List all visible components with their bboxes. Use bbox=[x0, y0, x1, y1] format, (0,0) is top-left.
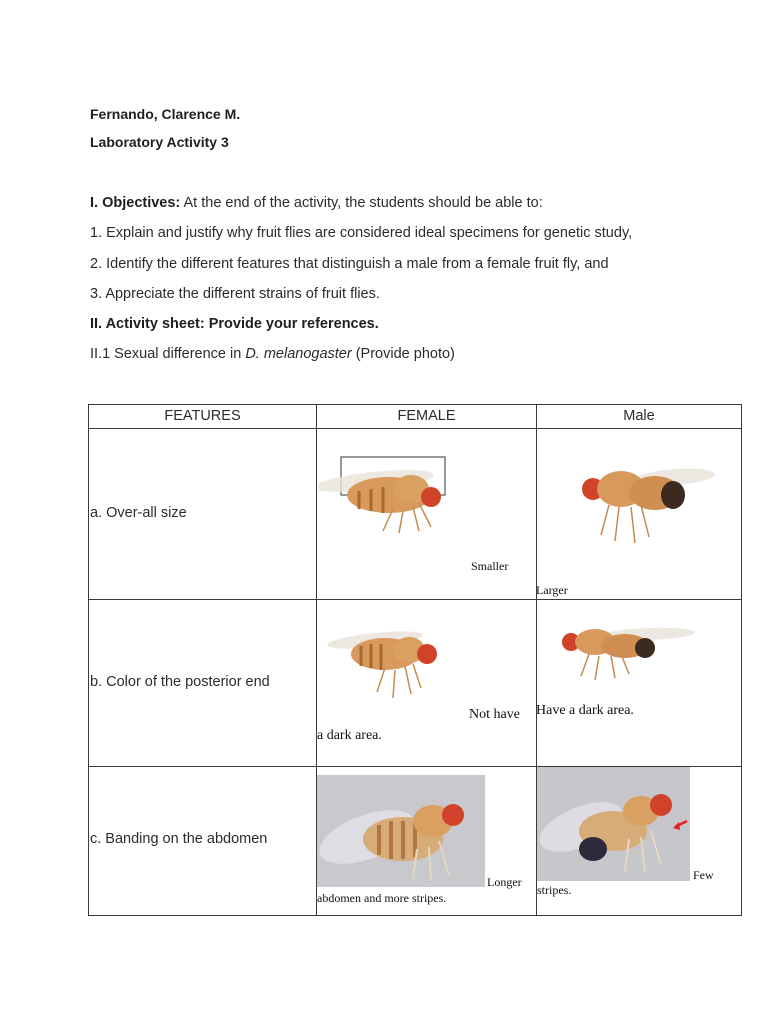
male-caption: Have a dark area. bbox=[536, 703, 634, 718]
female-caption-2: a dark area. bbox=[317, 728, 382, 743]
header-features: FEATURES bbox=[89, 405, 317, 429]
female-caption-1: Longer bbox=[487, 875, 522, 889]
female-fly-photo bbox=[325, 624, 455, 708]
male-cell bbox=[537, 767, 742, 916]
male-fly-photo bbox=[537, 767, 690, 881]
male-cell bbox=[537, 429, 742, 600]
student-name: Fernando, Clarence M. bbox=[90, 106, 241, 122]
feature-cell bbox=[89, 600, 317, 767]
male-caption-2: stripes. bbox=[537, 883, 572, 897]
female-cell bbox=[317, 600, 537, 767]
subheading-prefix: II.1 Sexual difference in bbox=[90, 346, 246, 362]
objectives-line bbox=[90, 195, 543, 211]
table-row bbox=[89, 429, 742, 600]
feature-label: a. Over-all size bbox=[90, 505, 187, 521]
objective-item-1: 1. Explain and justify why fruit flies are considered ideal specimens for genetic study, bbox=[90, 225, 633, 241]
female-fly-photo bbox=[317, 775, 485, 887]
table-row bbox=[89, 767, 742, 916]
subheading-suffix: (Provide photo) bbox=[351, 346, 455, 362]
male-caption-1: Few bbox=[693, 868, 714, 882]
header-female: FEMALE bbox=[317, 405, 537, 429]
table-row bbox=[89, 600, 742, 767]
male-cell bbox=[537, 600, 742, 767]
female-caption-2: abdomen and more stripes. bbox=[317, 891, 447, 905]
sexual-difference-subheading bbox=[90, 346, 455, 362]
activity-sheet-heading-text: II. Activity sheet: Provide your references. bbox=[90, 316, 379, 332]
male-fly-photo bbox=[559, 620, 699, 684]
feature-label: b. Color of the posterior end bbox=[90, 674, 270, 690]
feature-cell bbox=[89, 429, 317, 600]
activity-title: Laboratory Activity 3 bbox=[90, 134, 229, 150]
male-fly-photo bbox=[575, 463, 715, 549]
female-caption-1: Not have bbox=[469, 707, 520, 722]
table-header-row bbox=[89, 405, 742, 429]
features-table bbox=[88, 404, 742, 916]
feature-cell bbox=[89, 767, 317, 916]
objective-item-2: 2. Identify the different features that distinguish a male from a female fruit fly, and bbox=[90, 256, 609, 272]
objectives-label: I. Objectives: bbox=[90, 195, 181, 211]
activity-sheet-heading bbox=[90, 316, 379, 332]
feature-label: c. Banding on the abdomen bbox=[90, 831, 268, 847]
female-cell bbox=[317, 429, 537, 600]
species-name: D. melanogaster bbox=[245, 346, 352, 362]
female-caption: Smaller bbox=[471, 559, 509, 573]
objectives-intro: At the end of the activity, the students should be able to: bbox=[180, 195, 543, 211]
objective-item-3: 3. Appreciate the different strains of fruit flies. bbox=[90, 286, 380, 302]
header-male: Male bbox=[537, 405, 742, 429]
male-caption: Larger bbox=[536, 583, 568, 597]
female-fly-photo bbox=[319, 451, 469, 535]
female-cell bbox=[317, 767, 537, 916]
